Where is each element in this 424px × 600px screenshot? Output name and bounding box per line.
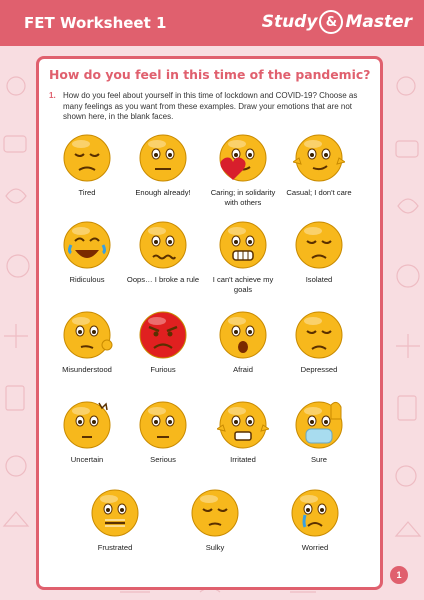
uncertain-face-icon xyxy=(61,399,113,451)
mask-face-icon xyxy=(293,399,345,451)
emotion-label: Misunderstood xyxy=(62,365,112,374)
emotion-label: Uncertain xyxy=(70,455,104,464)
emotion-label: I can't achieve my goals xyxy=(212,275,274,294)
irritated-face-icon xyxy=(217,399,269,451)
emotion-label: Afraid xyxy=(233,365,253,374)
enough-face-icon xyxy=(137,132,189,184)
emotion-label: Serious xyxy=(150,455,176,464)
page-header xyxy=(0,0,424,46)
emotion-label: Tired xyxy=(78,188,96,197)
oops-face-icon xyxy=(137,219,189,271)
emotion-label: Enough already! xyxy=(135,188,191,197)
worksheet-title: FET Worksheet 1 xyxy=(24,14,167,32)
casual-face-icon xyxy=(293,132,345,184)
isolated-face-icon xyxy=(293,219,345,271)
worried-face-icon xyxy=(289,487,341,539)
worksheet-card xyxy=(36,56,383,590)
tired-face-icon xyxy=(61,132,113,184)
afraid-face-icon xyxy=(217,309,269,361)
instruction-block xyxy=(49,91,374,123)
grimace-face-icon xyxy=(217,219,269,271)
sulky-face-icon xyxy=(189,487,241,539)
question-number: 1. xyxy=(49,91,56,100)
question-title: How do you feel in this time of the pandemic? xyxy=(49,67,371,82)
emotion-label: Irritated xyxy=(230,455,256,464)
emotion-label: Oops… I broke a rule xyxy=(126,275,200,284)
caring-face-icon xyxy=(217,132,269,184)
emotion-label: Furious xyxy=(150,365,176,374)
depressed-face-icon xyxy=(293,309,345,361)
emotion-label: Casual; I don't care xyxy=(286,188,352,197)
laughing-face-icon xyxy=(61,219,113,271)
misunderstood-face-icon xyxy=(61,309,113,361)
emotion-label: Depressed xyxy=(300,365,338,374)
emotion-label: Caring; in solidarity with others xyxy=(210,188,276,207)
furious-face-icon xyxy=(137,309,189,361)
emotion-label: Ridiculous xyxy=(69,275,105,284)
page-number: 1 xyxy=(390,566,408,584)
emotion-label: Sure xyxy=(310,455,328,464)
emotion-label: Isolated xyxy=(305,275,333,284)
serious-face-icon xyxy=(137,399,189,451)
emotion-label: Sulky xyxy=(205,543,225,552)
emotion-label: Worried xyxy=(301,543,329,552)
emotion-label: Frustrated xyxy=(97,543,133,552)
brand-logo: Study & Master xyxy=(261,12,412,32)
instruction-text: How do you feel about yourself in this time of lockdown and COVID-19? Choose as many feelings as you want from these examples. Draw your emotions that are not shown here, in the blank faces. xyxy=(63,91,358,121)
ampersand-badge: & xyxy=(319,10,343,34)
frustrated-face-icon xyxy=(89,487,141,539)
